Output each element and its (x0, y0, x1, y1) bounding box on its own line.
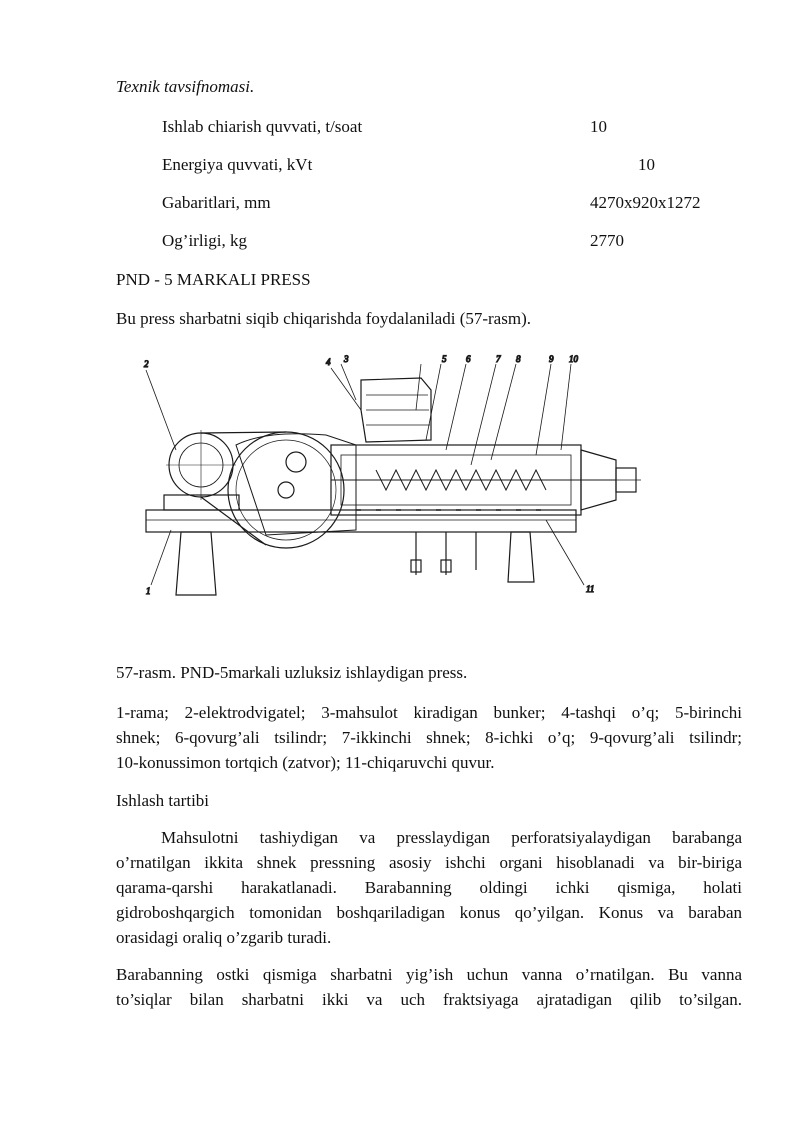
callout-6: 6 (466, 354, 471, 364)
callout-1: 1 (146, 586, 151, 596)
legend-line: shnek; 6-qovurg’ali tsilindr; 7-ikkinchi shnek; 8-ichki o’q; 9-qovurg’ali tsilindr; (116, 728, 742, 747)
paragraph-2 (116, 962, 742, 1012)
callout-3: 3 (344, 354, 349, 364)
paragraph-line: gidroboshqargich tomonidan boshqariladigan konus qo’yilgan. Konus va baraban (116, 903, 742, 922)
spec-value-capacity: 10 (590, 117, 607, 136)
spec-label-capacity: Ishlab chiarish quvvati, t/soat (162, 117, 363, 136)
paragraph-1 (116, 825, 742, 950)
callout-4: 4 (326, 357, 331, 367)
legend-line: 1-rama; 2-elektrodvigatel; 3-mahsulot kiradigan bunker; 4-tashqi o’q; 5-birinchi (116, 703, 742, 722)
callout-5: 5 (442, 354, 447, 364)
section-title: PND - 5 MARKALI PRESS (116, 270, 311, 289)
callout-11: 11 (586, 584, 595, 594)
paragraph-line: Mahsulotni tashiydigan va presslaydigan perforatsiyalaydigan barabanga (161, 828, 742, 847)
callout-8: 8 (516, 354, 521, 364)
legend-line: 10-konussimon tortqich (zatvor); 11-chiqaruvchi quvur. (116, 753, 495, 772)
figure-caption: 57-rasm. PND-5markali uzluksiz ishlaydigan press. (116, 663, 468, 682)
figure-legend (116, 700, 742, 775)
callout-9: 9 (549, 354, 554, 364)
spec-label-power: Energiya quvvati, kVt (162, 155, 313, 174)
paragraph-line: o’rnatilgan ikkita shnek pressning asosiy ishchi organi hisoblanadi va bir-biriga (116, 853, 742, 872)
specs-heading: Texnik tavsifnomasi. (116, 77, 255, 96)
paragraph-line: Barabanning ostki qismiga sharbatni yig’ish uchun vanna o’rnatilgan. Bu vanna (116, 965, 742, 984)
spec-label-weight: Og’irligi, kg (162, 231, 247, 250)
paragraph-line: to’siqlar bilan sharbatni ikki va uch fraktsiyaga ajratadigan qilib to’silgan. (116, 990, 742, 1009)
callout-2: 2 (144, 359, 149, 369)
spec-value-power: 10 (638, 155, 655, 174)
subheading: Ishlash tartibi (116, 791, 210, 810)
intro-text: Bu press sharbatni siqib chiqarishda foydalaniladi (57-rasm). (116, 309, 531, 328)
press-drawing (116, 350, 646, 600)
spec-value-weight: 2770 (590, 231, 624, 250)
paragraph-line: orasidagi oraliq o’zgarib turadi. (116, 928, 332, 947)
callout-7: 7 (496, 354, 501, 364)
spec-value-dimensions: 4270x920x1272 (590, 193, 701, 212)
callout-10: 10 (569, 354, 578, 364)
paragraph-line: qarama-qarshi harakatlanadi. Barabanning oldingi ichki qismiga, holati (116, 878, 742, 897)
spec-label-dimensions: Gabaritlari, mm (162, 193, 271, 212)
